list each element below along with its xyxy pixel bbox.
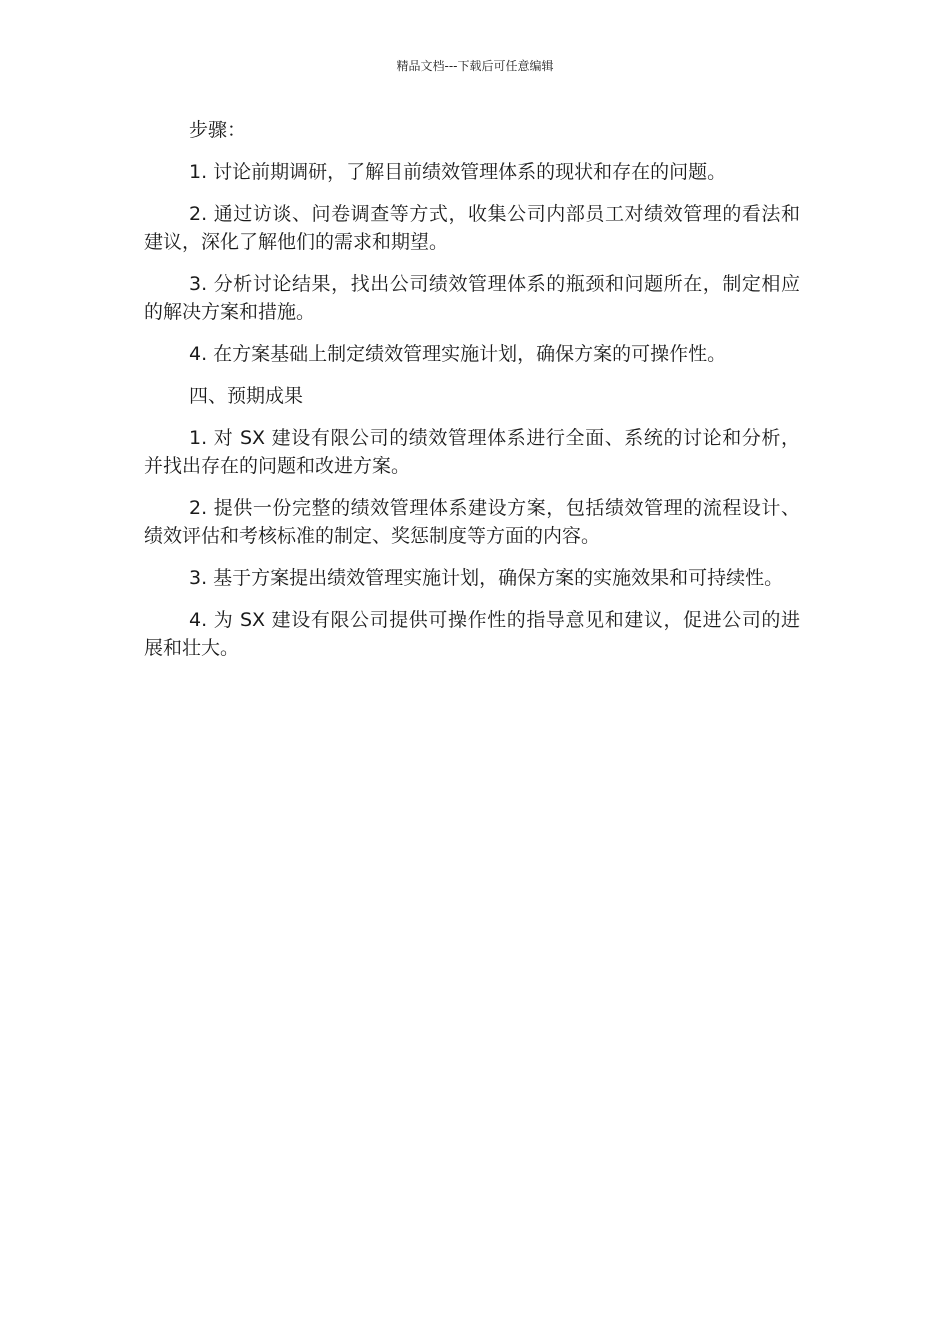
step-item-1: 1. 讨论前期调研，了解目前绩效管理体系的现状和存在的问题。: [189, 161, 727, 183]
step-item-4: 4. 在方案基础上制定绩效管理实施计划，确保方案的可操作性。: [189, 343, 727, 365]
step-item-3: 3. 分析讨论结果，找出公司绩效管理体系的瓶颈和问题所在，制定相应的解决方案和措施。: [144, 273, 800, 323]
result-item-1: 1. 对 SX 建设有限公司的绩效管理体系进行全面、系统的讨论和分析，并找出存在的问题和改进方案。: [144, 427, 800, 477]
document-body: [144, 116, 800, 676]
result-item-3: 3. 基于方案提出绩效管理实施计划，确保方案的实施效果和可持续性。: [189, 567, 784, 589]
section-heading-expected-results: 四、预期成果: [189, 385, 304, 407]
result-item-4: 4. 为 SX 建设有限公司提供可操作性的指导意见和建议，促进公司的进展和壮大。: [144, 609, 800, 659]
steps-heading: 步骤：: [189, 119, 247, 141]
page-header-watermark: 精品文档---下载后可任意编辑: [396, 59, 554, 73]
step-item-2: 2. 通过访谈、问卷调查等方式，收集公司内部员工对绩效管理的看法和建议，深化了解他们的需求和期望。: [144, 203, 800, 253]
result-item-2: 2. 提供一份完整的绩效管理体系建设方案，包括绩效管理的流程设计、绩效评估和考核标准的制定、奖惩制度等方面的内容。: [144, 497, 800, 547]
